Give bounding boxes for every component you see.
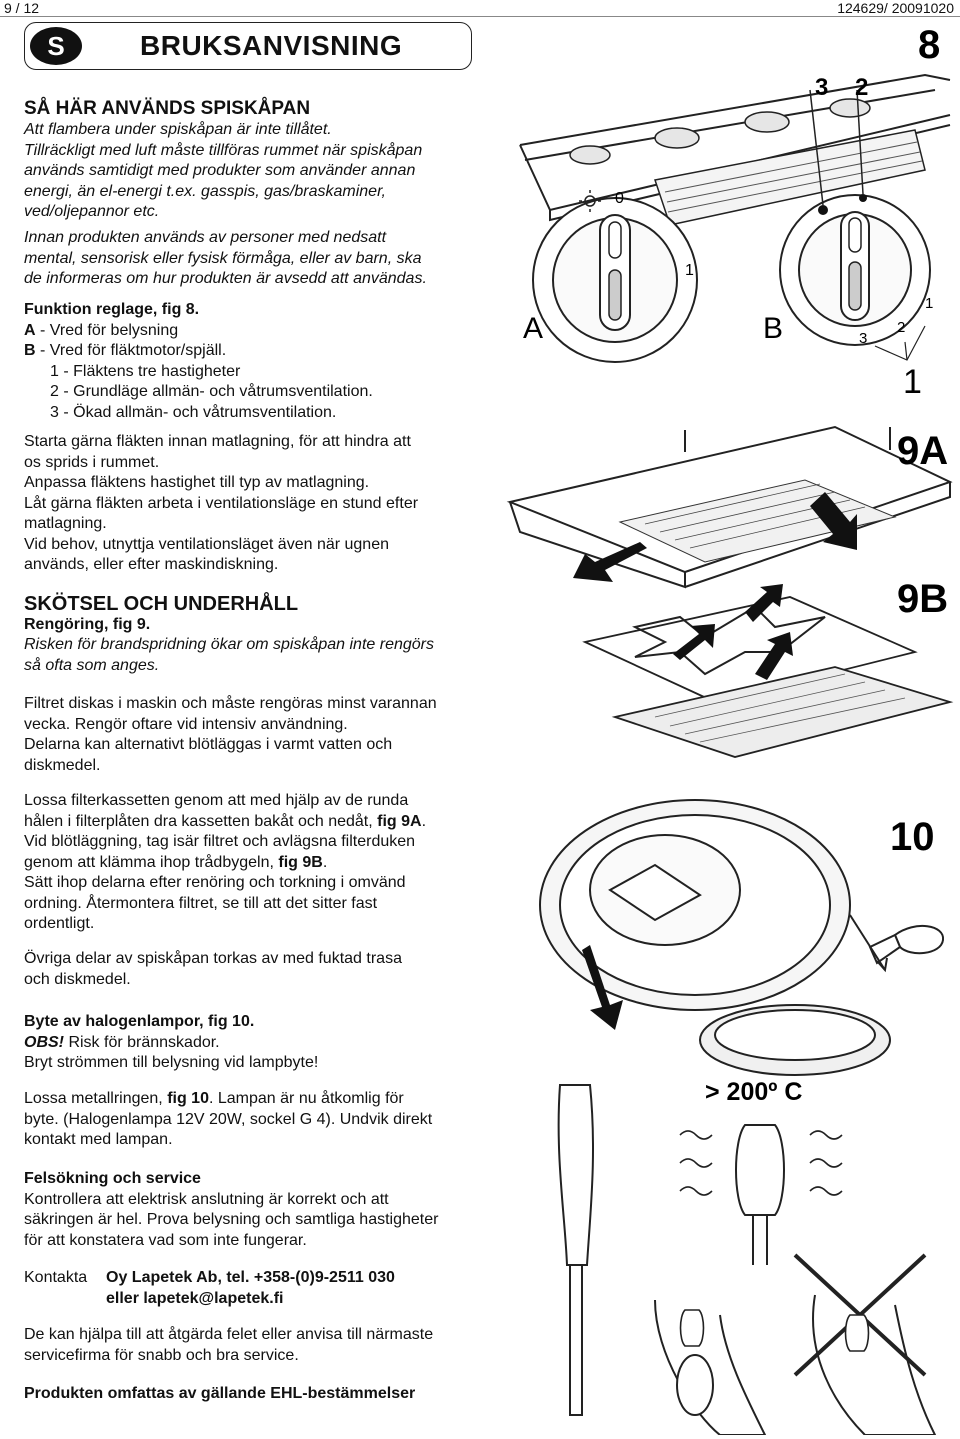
usage-warning-5: ved/oljepannor etc. — [24, 203, 160, 220]
knob-a-zero: 0 — [615, 190, 624, 207]
figure-8 — [505, 20, 955, 400]
service-line: säkringen är hel. Prova belysning och samtliga hastigheter — [24, 1211, 439, 1228]
usage-warning-2: Tillräckligt med luft måste tillföras rummet när spiskåpan — [24, 141, 423, 159]
control-a-text: - Vred för belysning — [35, 321, 179, 339]
control-a-line — [24, 321, 494, 342]
contact-line-1 — [24, 1268, 494, 1289]
care-p3-line: Övriga delar av spiskåpan torkas av med fuktad trasa — [24, 950, 402, 967]
temperature-warning: > 200º C — [705, 1078, 803, 1106]
lamp-obs-line — [24, 1033, 494, 1054]
care-p1-line: vecka. Rengör oftare vid intensiv användning. — [24, 715, 348, 733]
footer-statement: Produkten omfattas av gällande EHL-bestämmelser — [24, 1385, 416, 1402]
usage-warning-3: används samtidigt med produkter som använder annan — [24, 162, 416, 179]
lamp-p-line: kontakt med lampan. — [24, 1131, 173, 1148]
knob-b-three: 3 — [859, 330, 868, 347]
knob-b-one: 1 — [925, 295, 934, 312]
speed-label-one: 1 — [903, 363, 922, 400]
figure-10-number: 10 — [890, 815, 935, 859]
lamp-power-warning: Bryt strömmen till belysning vid lampbyte! — [24, 1054, 319, 1071]
lamp-p-line: byte. (Halogenlampa 12V 20W, sockel G 4). Undvik direkt — [24, 1110, 433, 1128]
lamp-p-line — [24, 1089, 494, 1110]
care-p2-line — [24, 853, 494, 874]
care-warning-2: så ofta som anges. — [24, 656, 160, 674]
figure-9a-number: 9A — [897, 429, 949, 473]
care-subheading: Rengöring, fig 9. — [24, 615, 151, 633]
lamp-section — [24, 1012, 494, 1074]
usage-note-2: mental, sensorisk eller fysisk förmåga, eller av barn, ska — [24, 249, 422, 267]
metal-ring — [700, 1005, 890, 1075]
document-code: 124629/ 20091020 — [837, 0, 954, 16]
service-heading: Felsökning och service — [24, 1170, 201, 1187]
usage-note-1: Innan produkten används av personer med nedsatt — [24, 229, 387, 246]
service-section — [24, 1169, 494, 1251]
care-p2-period: . — [322, 853, 328, 871]
care-p2-line: Sätt ihop delarna efter renöring och torkning i omvänd — [24, 874, 406, 891]
care-p2-text: genom att klämma ihop trådbygeln, — [24, 853, 279, 871]
tip-line: används, eller efter maskindiskning. — [24, 556, 279, 573]
filter-9b-bottom — [615, 667, 950, 757]
figure-10 — [505, 795, 955, 1435]
control-b-key: B — [24, 342, 36, 359]
care-warning-1: Risken för brandspridning ökar om spiskåpan inte rengörs — [24, 636, 434, 653]
lamp-p-text: Lossa metallringen, — [24, 1090, 168, 1107]
label-3: 3 — [815, 74, 829, 101]
controls-heading: Funktion reglage, fig 8. — [24, 301, 200, 318]
control-item-3: 3 - Ökad allmän- och våtrumsventilation. — [50, 403, 337, 421]
header-divider — [0, 16, 960, 17]
care-p1-line: Delarna kan alternativt blötläggas i varmt vatten och — [24, 736, 393, 753]
knob-a — [533, 198, 697, 362]
service-line: Kontrollera att elektrisk anslutning är korrekt och att — [24, 1190, 389, 1208]
care-p2-line — [24, 812, 494, 833]
service-line: för att konstatera vad som inte fungerar. — [24, 1231, 307, 1249]
usage-note-3: de informeras om hur produkten är avsedd att användas. — [24, 270, 427, 287]
care-p1-line: diskmedel. — [24, 756, 101, 774]
help-line: servicefirma för snabb och bra service. — [24, 1346, 299, 1364]
tip-line: matlagning. — [24, 515, 107, 532]
care-paragraph-2 — [24, 791, 494, 935]
care-p3-line: och diskmedel. — [24, 970, 131, 988]
arrow-9a-left — [573, 542, 647, 582]
screwdriver — [559, 1085, 593, 1415]
knob-a-one: 1 — [685, 262, 694, 279]
knob-b-label: B — [763, 312, 784, 345]
tip-line: Starta gärna fläkten innan matlagning, för att hindra att — [24, 433, 411, 450]
language-badge: S — [30, 27, 82, 65]
lamp-heading: Byte av halogenlampor, fig 10. — [24, 1013, 255, 1030]
fig-9b-reference: fig 9B — [278, 853, 323, 871]
contact-email: eller lapetek@lapetek.fi — [106, 1289, 284, 1307]
help-paragraph — [24, 1325, 494, 1366]
usage-note — [24, 228, 494, 290]
figure-9b-number: 9B — [897, 577, 949, 621]
tip-line: os sprids i rummet. — [24, 453, 160, 471]
control-b-line — [24, 341, 494, 362]
help-line: De kan hjälpa till att åtgärda felet eller anvisa till närmaste — [24, 1326, 434, 1343]
figure-9 — [505, 412, 955, 767]
knob-b-two: 2 — [897, 319, 906, 336]
knob-a-label: A — [523, 312, 544, 345]
figure-8-number: 8 — [918, 23, 941, 67]
lamp-ring-assembly — [540, 800, 850, 1010]
controls-section — [24, 300, 494, 423]
contact-label: Kontakta — [24, 1269, 88, 1286]
usage-section — [24, 98, 494, 223]
care-paragraph-3 — [24, 949, 494, 990]
halogen-bulb — [736, 1125, 784, 1265]
care-p2-period: . — [421, 812, 427, 830]
care-section — [24, 594, 494, 676]
label-2: 2 — [855, 74, 869, 101]
control-item-1: 1 - Fläktens tre hastigheter — [50, 362, 241, 380]
care-heading: SKÖTSEL OCH UNDERHÅLL — [24, 593, 299, 615]
tips-section — [24, 432, 494, 576]
tip-line: Låt gärna fläkten arbeta i ventilationsläge en stund efter — [24, 494, 419, 512]
contact-block — [24, 1268, 494, 1309]
lamp-paragraph — [24, 1089, 494, 1151]
contact-phone: Oy Lapetek Ab, tel. +358-(0)9-2511 030 — [106, 1269, 395, 1286]
fig-10-reference: fig 10 — [167, 1090, 209, 1107]
usage-warning-1: Att flambera under spiskåpan är inte tillåtet. — [24, 121, 332, 138]
fig-9a-reference: fig 9A — [377, 812, 422, 830]
obs-label: OBS! — [24, 1033, 64, 1051]
care-p2-line: Lossa filterkassetten genom att med hjälp av de runda — [24, 792, 409, 809]
lamp-p-text: . Lampan är nu åtkomlig för — [208, 1090, 404, 1107]
usage-warning-4: energi, än el-energi t.ex. gasspis, gas/braskaminer, — [24, 182, 386, 200]
usage-heading: SÅ HÄR ANVÄNDS SPISKÅPAN — [24, 98, 311, 119]
care-p2-line: ordning. Återmontera filtret, se till att det sitter fast — [24, 894, 378, 912]
hand-holding-bulb — [655, 1300, 765, 1435]
bulb-removed — [870, 926, 943, 963]
care-p2-line: Vid blötläggning, tag isär filtret och avlägsna filterduken — [24, 833, 416, 850]
care-p1-line: Filtret diskas i maskin och måste rengöras minst varannan — [24, 695, 437, 712]
control-b-text: - Vred för fläktmotor/spjäll. — [35, 342, 227, 359]
care-paragraph-1 — [24, 694, 494, 776]
page-title: BRUKSANVISNING — [140, 30, 403, 61]
care-p2-text: hålen i filterplåten dra kassetten bakåt och nedåt, — [24, 812, 378, 830]
control-a-key: A — [24, 321, 36, 339]
care-p2-line: ordentligt. — [24, 915, 95, 932]
control-item-2: 2 - Grundläge allmän- och våtrumsventilation. — [50, 383, 373, 400]
tip-line: Vid behov, utnyttja ventilationsläget även när ugnen — [24, 535, 389, 553]
page-number: 9 / 12 — [4, 0, 40, 16]
obs-text: Risk för brännskador. — [64, 1033, 220, 1051]
knob-b — [780, 90, 930, 345]
tip-line: Anpassa fläktens hastighet till typ av matlagning. — [24, 474, 370, 491]
